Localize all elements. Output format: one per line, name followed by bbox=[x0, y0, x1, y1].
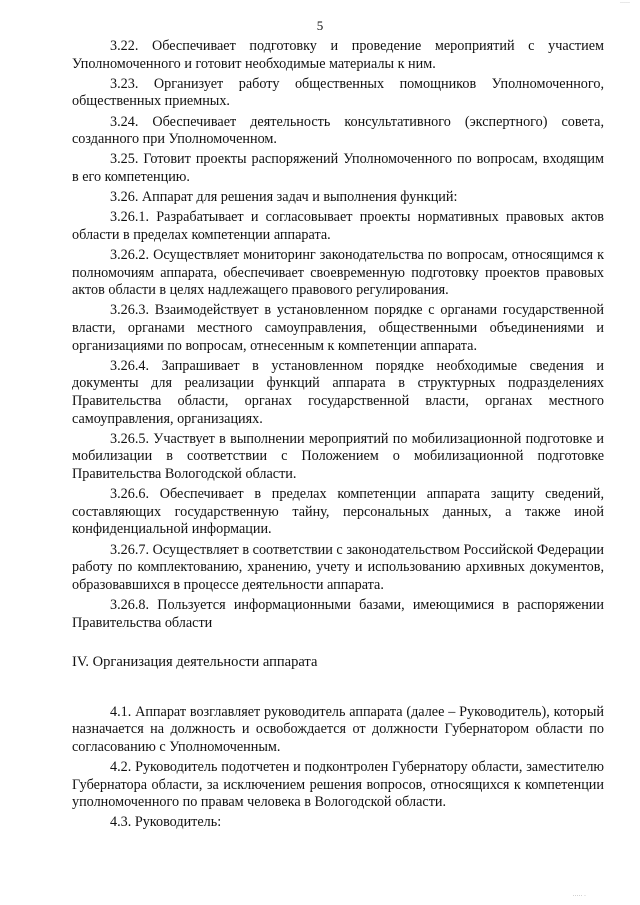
paragraph: 3.26.6. Обеспечивает в пределах компетенции аппарата защиту сведений, составляющих государственную тайну, персональных данных, а также иной конфиденциальной информации. bbox=[72, 486, 604, 538]
paragraph: 3.22. Обеспечивает подготовку и проведение мероприятий с участием Уполномоченного и готовит необходимые материалы к ним. bbox=[72, 38, 604, 72]
page-number: 5 bbox=[316, 18, 324, 33]
section-heading: IV. Организация деятельности аппарата bbox=[72, 654, 318, 671]
paragraph: 3.26.2. Осуществляет мониторинг законодательства по вопросам, относящимся к полномочиям аппарата, обеспечивает своевременную подготовку проектов правовых актов области в целях надлежащего правового регулирования. bbox=[72, 247, 604, 299]
paragraph: 3.26.7. Осуществляет в соответствии с законодательством Российской Федерации работу по комплектованию, хранению, учету и использованию архивных документов, образовавшихся в процессе деятельности аппарата. bbox=[72, 541, 604, 593]
paragraph: 3.26.4. Запрашивает в установленном порядке необходимые сведения и документы для реализации функций аппарата в структурных подразделениях Правительства области, органах государственной власти, органах местного самоуправления, организациях. bbox=[72, 357, 604, 427]
scan-mark: ····· · bbox=[572, 893, 586, 899]
paragraph: 3.24. Обеспечивает деятельность консультативного (экспертного) совета, созданного при Уполномоченном. bbox=[72, 113, 604, 148]
paragraph: 3.25. Готовит проекты распоряжений Уполномоченного по вопросам, входящим в его компетенцию. bbox=[72, 151, 604, 185]
paragraph: 3.26.8. Пользуется информационными базами, имеющимися в распоряжении Правительства области bbox=[72, 596, 604, 631]
paragraph: 3.26.3. Взаимодействует в установленном порядке с органами государственной власти, органами местного самоуправления, общественными объединениями и организациями по вопросам, отнесенным к компетенции аппарата. bbox=[72, 302, 604, 354]
paragraph: 4.2. Руководитель подотчетен и подконтролен Губернатору области, заместителю Губернатора области, за исключением решения вопросов, относящихся к компетенции уполномоченного по правам человека в Вологодской области. bbox=[72, 759, 604, 811]
paragraph: 3.26. Аппарат для решения задач и выполнения функций: bbox=[110, 189, 458, 206]
paragraph: 3.26.1. Разрабатывает и согласовывает проекты нормативных правовых актов области в пределах компетенции аппарата. bbox=[72, 209, 604, 243]
document-body bbox=[72, 38, 604, 835]
paragraph: 4.1. Аппарат возглавляет руководитель аппарата (далее – Руководитель), который назначается на должность и освобождается от должности Губернатором области по согласованию с Уполномоченным. bbox=[72, 703, 604, 755]
scan-mark: ····· bbox=[620, 0, 630, 6]
paragraph: 4.3. Руководитель: bbox=[110, 814, 222, 831]
paragraph: 3.23. Организует работу общественных помощников Уполномоченного, общественных приемных. bbox=[72, 75, 604, 110]
paragraph: 3.26.5. Участвует в выполнении мероприятий по мобилизационной подготовке и мобилизации в соответствии с Положением о мобилизационной подготовке Правительства Вологодской области. bbox=[72, 430, 604, 482]
